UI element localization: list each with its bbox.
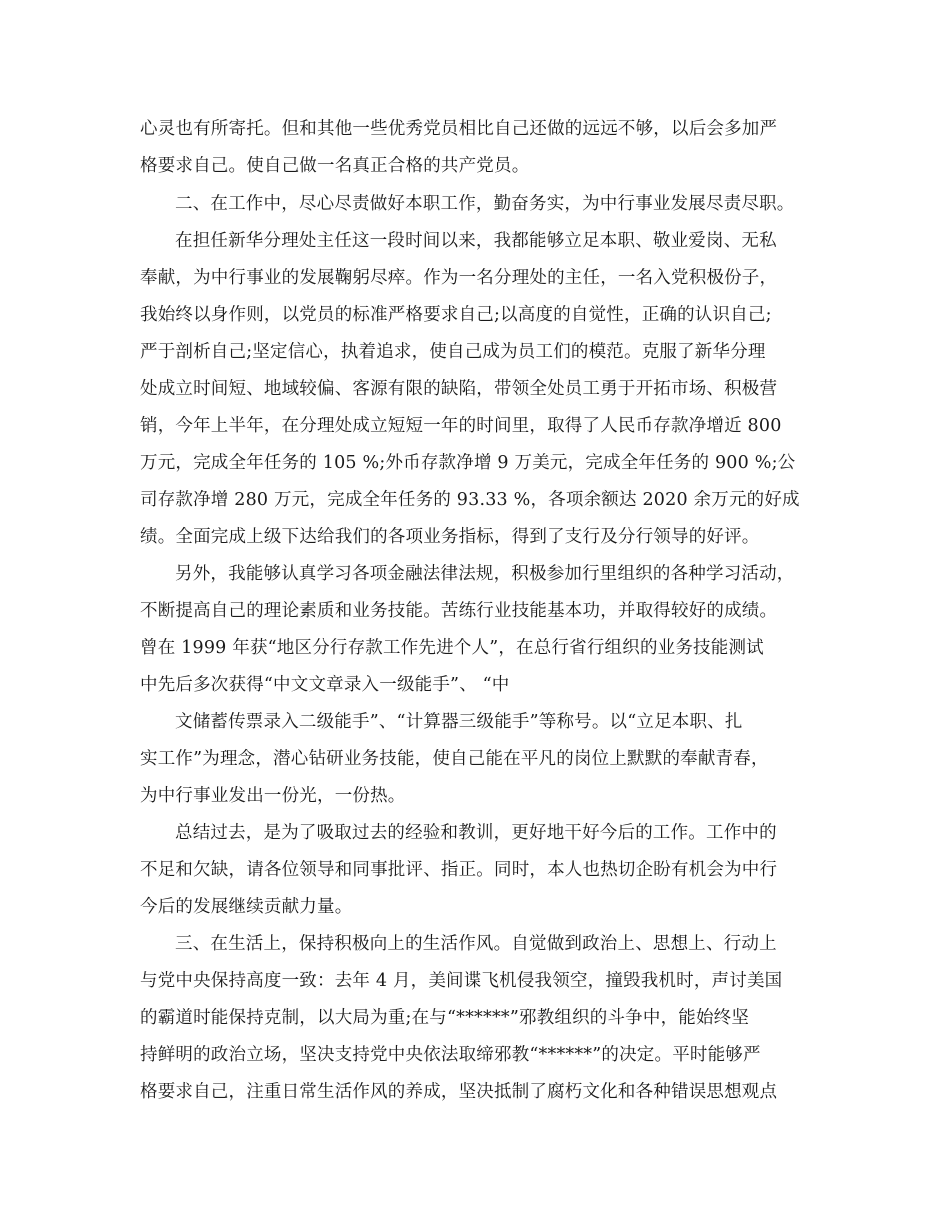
text-line: 中先后多次获得“中文文章录入一级能手”、 “中 — [140, 675, 510, 695]
text-line: 为中行事业发出一份光，一份热。 — [140, 786, 406, 806]
text-line: 司存款净增 280 万元，完成全年任务的 93.33 %，各项余额达 2020 余万元的好成 — [140, 490, 800, 510]
text-line: 销，今年上半年，在分理处成立短短一年的时间里，取得了人民币存款净增近 800 — [140, 416, 782, 436]
text-line: 三、在生活上，保持积极向上的生活作风。自觉做到政治上、思想上、行动上 — [175, 934, 777, 954]
text-line: 格要求自己。使自己做一名真正合格的共产党员。 — [140, 156, 530, 176]
text-line: 格要求自己，注重日常生活作风的养成，坚决抵制了腐朽文化和各种错误思想观点 — [140, 1082, 778, 1102]
text-line: 与党中央保持高度一致：去年 4 月，美间谍飞机侵我领空，撞毁我机时，声讨美国 — [140, 971, 783, 991]
text-line: 我始终以身作则，以党员的标准严格要求自己;以高度的自觉性，正确的认识自己; — [140, 305, 772, 325]
text-line: 今后的发展继续贡献力量。 — [140, 897, 353, 917]
text-line: 持鲜明的政治立场，坚决支持党中央依法取缔邪教“******”的决定。平时能够严 — [140, 1045, 761, 1065]
text-line: 严于剖析自己;坚定信心，执着追求，使自己成为员工们的模范。克服了新华分理 — [140, 342, 766, 362]
text-line: 处成立时间短、地域较偏、客源有限的缺陷，带领全处员工勇于开拓市场、积极营 — [140, 379, 778, 399]
text-line: 总结过去，是为了吸取过去的经验和教训，更好地干好今后的工作。工作中的 — [175, 823, 777, 843]
text-line: 奉献，为中行事业的发展鞠躬尽瘁。作为一名分理处的主任，一名入党积极份子， — [140, 268, 778, 288]
text-line: 二、在工作中，尽心尽责做好本职工作，勤奋务实，为中行事业发展尽责尽职。 — [175, 194, 795, 214]
text-line: 文储蓄传票录入二级能手”、“计算器三级能手”等称号。以“立足本职、扎 — [175, 712, 743, 732]
text-line: 实工作”为理念，潜心钻研业务技能，使自己能在平凡的岗位上默默的奉献青春， — [140, 749, 769, 769]
text-line: 绩。全面完成上级下达给我们的各项业务指标，得到了支行及分行领导的好评。 — [140, 527, 760, 547]
text-line: 万元，完成全年任务的 105 %;外币存款净增 9 万美元，完成全年任务的 900 %;公 — [140, 453, 796, 473]
text-line: 不断提高自己的理论素质和业务技能。苦练行业技能基本功，并取得较好的成绩。 — [140, 601, 778, 621]
text-line: 心灵也有所寄托。但和其他一些优秀党员相比自己还做的远远不够，以后会多加严 — [140, 119, 778, 139]
text-line: 另外，我能够认真学习各项金融法律法规，积极参加行里组织的各种学习活动， — [175, 564, 795, 584]
text-line: 的霸道时能保持克制，以大局为重;在与“******”邪教组织的斗争中，能始终坚 — [140, 1008, 750, 1028]
text-line: 曾在 1999 年获“地区分行存款工作先进个人”，在总行省行组织的业务技能测试 — [140, 638, 764, 658]
text-line: 不足和欠缺，请各位领导和同事批评、指正。同时，本人也热切企盼有机会为中行 — [140, 860, 778, 880]
text-line: 在担任新华分理处主任这一段时间以来，我都能够立足本职、敬业爱岗、无私 — [175, 231, 777, 251]
